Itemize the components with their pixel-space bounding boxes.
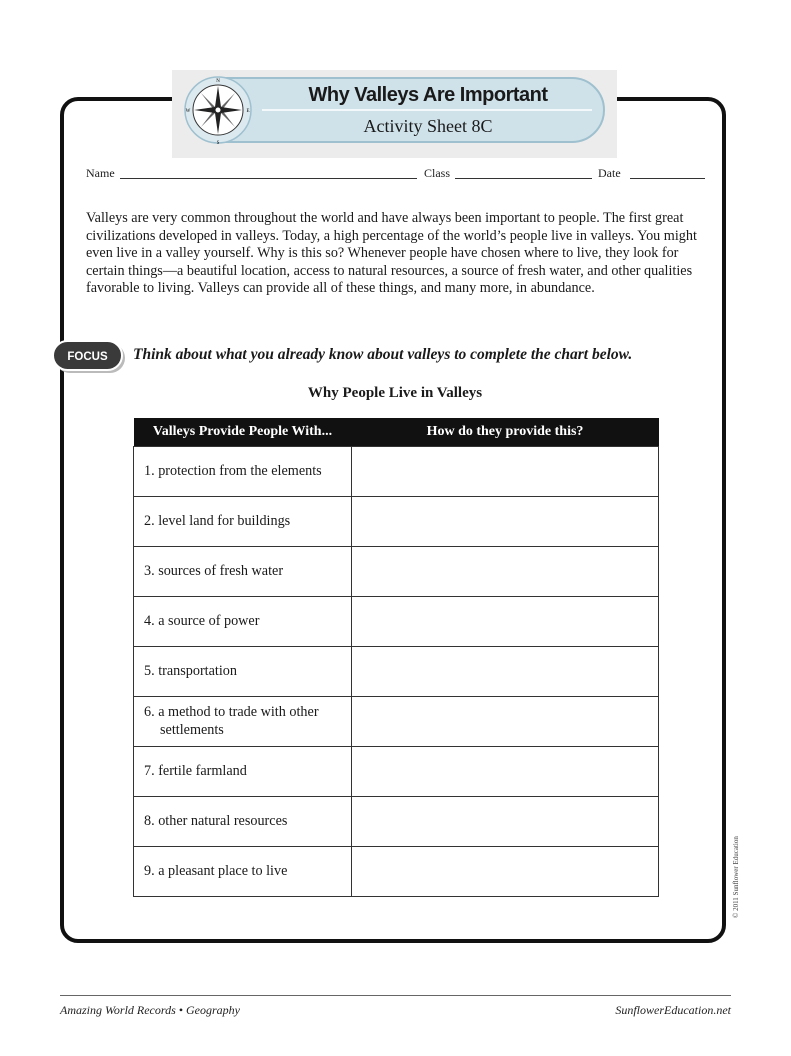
compass-e: E (246, 109, 250, 114)
answer-cell[interactable] (352, 847, 659, 897)
row-item: 5. transportation (144, 662, 237, 679)
answer-cell[interactable] (352, 797, 659, 847)
class-label: Class (424, 166, 451, 180)
answer-cell[interactable] (352, 547, 659, 597)
row-item: 8. other natural resources (144, 812, 288, 829)
footer-book-title: Amazing World Records • Geography (60, 1003, 240, 1017)
row-item: 9. a pleasant place to live (144, 862, 288, 879)
answer-cell[interactable] (352, 447, 659, 497)
answer-cell[interactable] (352, 697, 659, 747)
row-item: 4. a source of power (144, 612, 260, 629)
answer-cell[interactable] (352, 747, 659, 797)
intro-paragraph: Valleys are very common throughout the world and have always been important to people. The first great civilizations developed in valleys. Today, a high percentage of the world’s people live in valleys. You might even live in a valley yourself. Why is this so? Whenever people have chosen where to live, they look for certain things—a beautiful location, access to natural resources, a source of fresh water, and other qualities favorable to living. Valleys can provide all of these things, and many more, in abundance. (86, 210, 697, 297)
table-row (134, 697, 659, 747)
class-field[interactable] (455, 166, 592, 179)
row-item: 1. protection from the elements (144, 462, 322, 479)
date-field[interactable] (630, 166, 705, 179)
student-info-row (86, 166, 706, 184)
page-title: Why Valleys Are Important (308, 84, 548, 106)
date-label: Date (598, 166, 621, 180)
table-row (134, 747, 659, 797)
name-label: Name (86, 166, 115, 180)
copyright-notice: © 2011 Sunflower Education (732, 836, 740, 918)
compass-n: N (216, 79, 220, 84)
focus-badge (52, 340, 126, 374)
table-row (134, 497, 659, 547)
chart-header-provide: Valleys Provide People With... (134, 418, 352, 447)
table-row (134, 447, 659, 497)
table-row (134, 547, 659, 597)
answer-cell[interactable] (352, 647, 659, 697)
row-item: 3. sources of fresh water (144, 562, 284, 579)
chart-header-how: How do they provide this? (352, 418, 659, 447)
answer-cell[interactable] (352, 597, 659, 647)
page-subtitle: Activity Sheet 8C (363, 116, 493, 136)
table-row (134, 647, 659, 697)
chart-title: Why People Live in Valleys (307, 385, 483, 401)
row-item: 2. level land for buildings (144, 512, 291, 529)
valleys-chart (133, 418, 659, 897)
table-row (134, 847, 659, 897)
compass-w: W (185, 109, 191, 114)
footer-divider (60, 995, 731, 996)
compass-icon (176, 74, 256, 146)
focus-instruction: Think about what you already know about valleys to complete the chart below. (133, 346, 633, 363)
focus-badge-label: FOCUS (67, 351, 108, 363)
footer-website: SunflowerEducation.net (615, 1003, 731, 1017)
name-field[interactable] (120, 166, 417, 179)
row-item: 6. a method to trade with other settlements (144, 704, 319, 738)
row-item: 7. fertile farmland (144, 762, 247, 779)
compass-s: S (216, 141, 220, 146)
table-row (134, 797, 659, 847)
table-row (134, 597, 659, 647)
answer-cell[interactable] (352, 497, 659, 547)
